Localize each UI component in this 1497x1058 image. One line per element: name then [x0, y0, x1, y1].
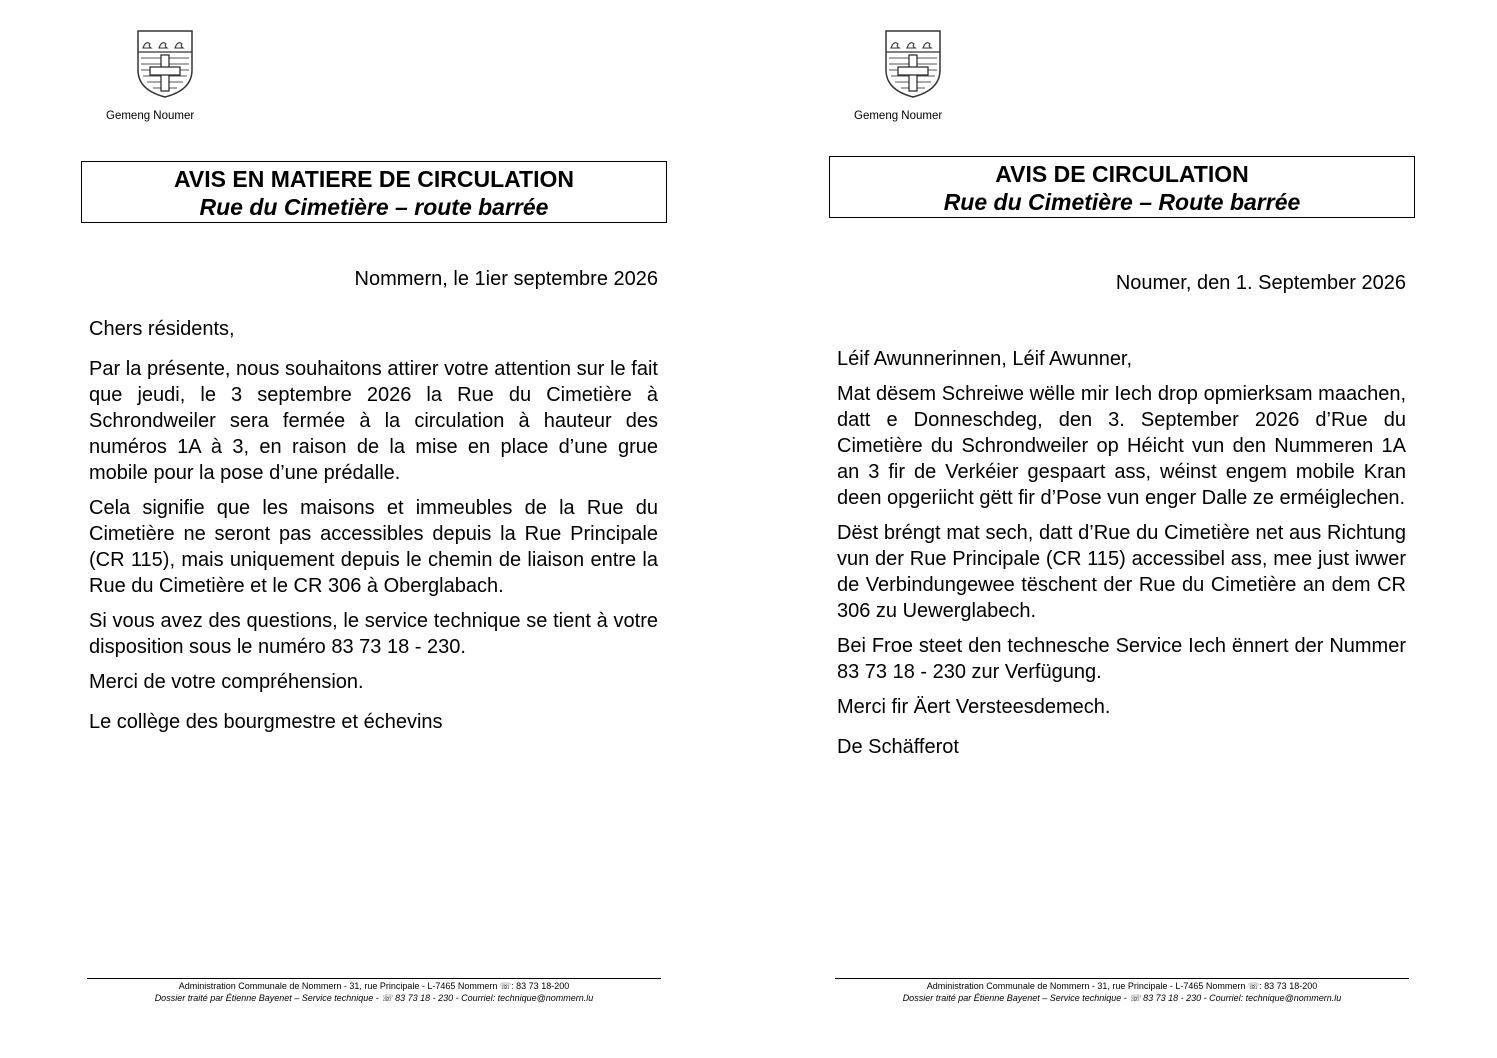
coat-of-arms-logo [135, 28, 195, 100]
salutation: Léif Awunnerinnen, Léif Awunner, [837, 348, 1133, 370]
footer-address: Administration Communale de Nommern - 31, rue Principale - L-7465 Nommern ☏: 83 73 18-200 [926, 981, 1318, 991]
notice-date: Noumer, den 1. September 2026 [1115, 272, 1406, 294]
footer-address: Administration Communale de Nommern - 31, rue Principale - L-7465 Nommern ☏: 83 73 18-200 [178, 981, 570, 991]
commune-name: Gemeng Noumer [106, 110, 195, 122]
closing: Merci de votre compréhension. [89, 671, 364, 693]
notice-title-box [81, 161, 667, 223]
letter-body [837, 346, 1406, 769]
footer [87, 978, 661, 1004]
paragraph: Mat dësem Schreiwe wëlle mir Iech drop opmierksam maachen, datt e Donneschdeg, den 3. September 2026 d’Rue du Cimetière du Schrondweiler op Héicht vun den Nummeren 1A an 3 fir de Verkéier gespaart ass, wéinst engem mobile Kran deen opgeriicht gëtt fir d’Pose vun enger Dalle ze erméiglechen. [837, 383, 1406, 509]
page-french [0, 0, 748, 1058]
footer [835, 978, 1409, 1004]
notice-title: AVIS DE CIRCULATION [995, 161, 1249, 187]
page-luxembourgish [748, 0, 1496, 1058]
notice-subtitle: Rue du Cimetière – Route barrée [943, 189, 1301, 215]
notice-date: Nommern, le 1ier septembre 2026 [354, 268, 658, 290]
notice-title: AVIS EN MATIERE DE CIRCULATION [174, 166, 574, 192]
notice-subtitle: Rue du Cimetière – route barrée [199, 194, 549, 220]
signature: De Schäfferot [837, 736, 959, 758]
signature: Le collège des bourgmestre et échevins [89, 711, 443, 733]
footer-contact: Dossier traité par Étienne Bayenet – Service technique - ☏ 83 73 18 - 230 - Courriel: technique@nommern.lu [154, 993, 594, 1003]
paragraph: Dëst bréngt mat sech, datt d’Rue du Cimetière net aus Richtung vun der Rue Principale (CR 115) accessibel ass, mee just iwwer de Verbindungewee tëschent der Rue du Cimetière an dem CR 306 zu Uewerglabech. [837, 522, 1406, 622]
coat-of-arms-logo [883, 28, 943, 100]
salutation: Chers résidents, [89, 318, 235, 340]
letter-body [89, 316, 658, 744]
paragraph: Si vous avez des questions, le service technique se tient à votre disposition sous le numéro 83 73 18 - 230. [89, 610, 658, 658]
paragraph: Cela signifie que les maisons et immeubles de la Rue du Cimetière ne seront pas accessibles depuis la Rue Principale (CR 115), mais uniquement depuis le chemin de liaison entre la Rue du Cimetière et le CR 306 à Oberglabach. [89, 497, 658, 597]
paragraph: Par la présente, nous souhaitons attirer votre attention sur le fait que jeudi, le 3 septembre 2026 la Rue du Cimetière à Schrondweiler sera fermée à la circulation à hauteur des numéros 1A à 3, en raison de la mise en place d’une grue mobile pour la pose d’une prédalle. [89, 358, 658, 484]
paragraph: Bei Froe steet den technesche Service Iech ënnert der Nummer 83 73 18 - 230 zur Verfügung. [837, 635, 1406, 683]
closing: Merci fir Äert Versteesdemech. [837, 696, 1111, 718]
commune-name: Gemeng Noumer [854, 110, 943, 122]
footer-contact: Dossier traité par Étienne Bayenet – Service technique - ☏ 83 73 18 - 230 - Courriel: technique@nommern.lu [902, 993, 1342, 1003]
notice-title-box [829, 156, 1415, 218]
